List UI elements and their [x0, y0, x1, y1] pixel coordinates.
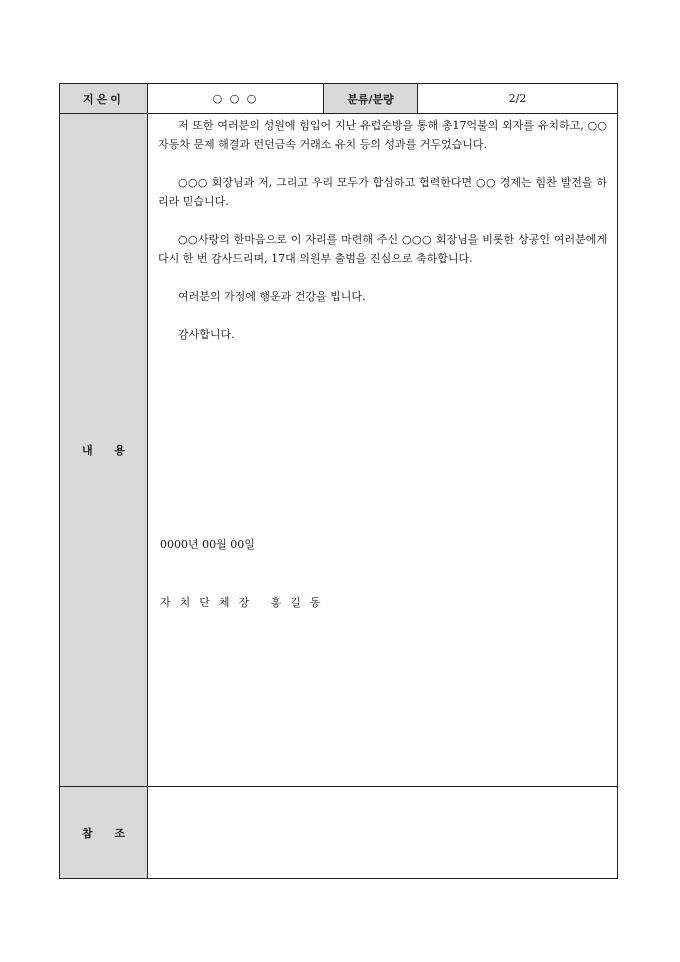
author-value: ○ ○ ○ [212, 92, 259, 105]
author-label-cell [60, 84, 148, 114]
content-body [148, 114, 617, 786]
category-label: 분류/분량 [347, 92, 394, 106]
paragraph: ○○사랑의 한마음으로 이 자리를 마련해 주신 ○○○ 회장님을 비롯한 상공인 여러분에게 다시 한 번 감사드리며, 17대 의원부 출범을 진심으로 축하합니다. [158, 233, 607, 265]
paragraph: 여러분의 가정에 행운과 건강을 빕니다. [178, 290, 366, 303]
content-label: 내 용 [81, 444, 126, 457]
category-label-cell [324, 84, 418, 114]
reference-content-cell [148, 787, 618, 879]
author-label: 지은이 [83, 92, 124, 106]
category-value-cell [418, 84, 618, 114]
reference-label-cell [60, 787, 148, 879]
reference-label: 참 조 [81, 826, 126, 840]
content-label-cell [60, 114, 148, 787]
paragraph: 감사합니다. [178, 328, 235, 341]
document-date: 0000년 00월 00일 [160, 538, 255, 551]
paragraph: ○○○ 회장님과 저, 그리고 우리 모두가 합심하고 협력한다면 ○○ 경제는 힘찬 발전을 하리라 믿습니다. [158, 176, 607, 208]
document-table [59, 83, 618, 879]
signer-name: 자치단체장 홍길동 [160, 596, 330, 609]
author-value-cell [148, 84, 324, 114]
content-cell [148, 114, 618, 787]
category-value: 2/2 [508, 92, 527, 105]
paragraph: 저 또한 여러분의 성원에 힘입어 지난 유럽순방을 통해 총17억불의 외자를 유치하고, ○○자동차 문제 해결과 런던금속 거래소 유치 등의 성과를 거두었습니다. [158, 119, 607, 151]
